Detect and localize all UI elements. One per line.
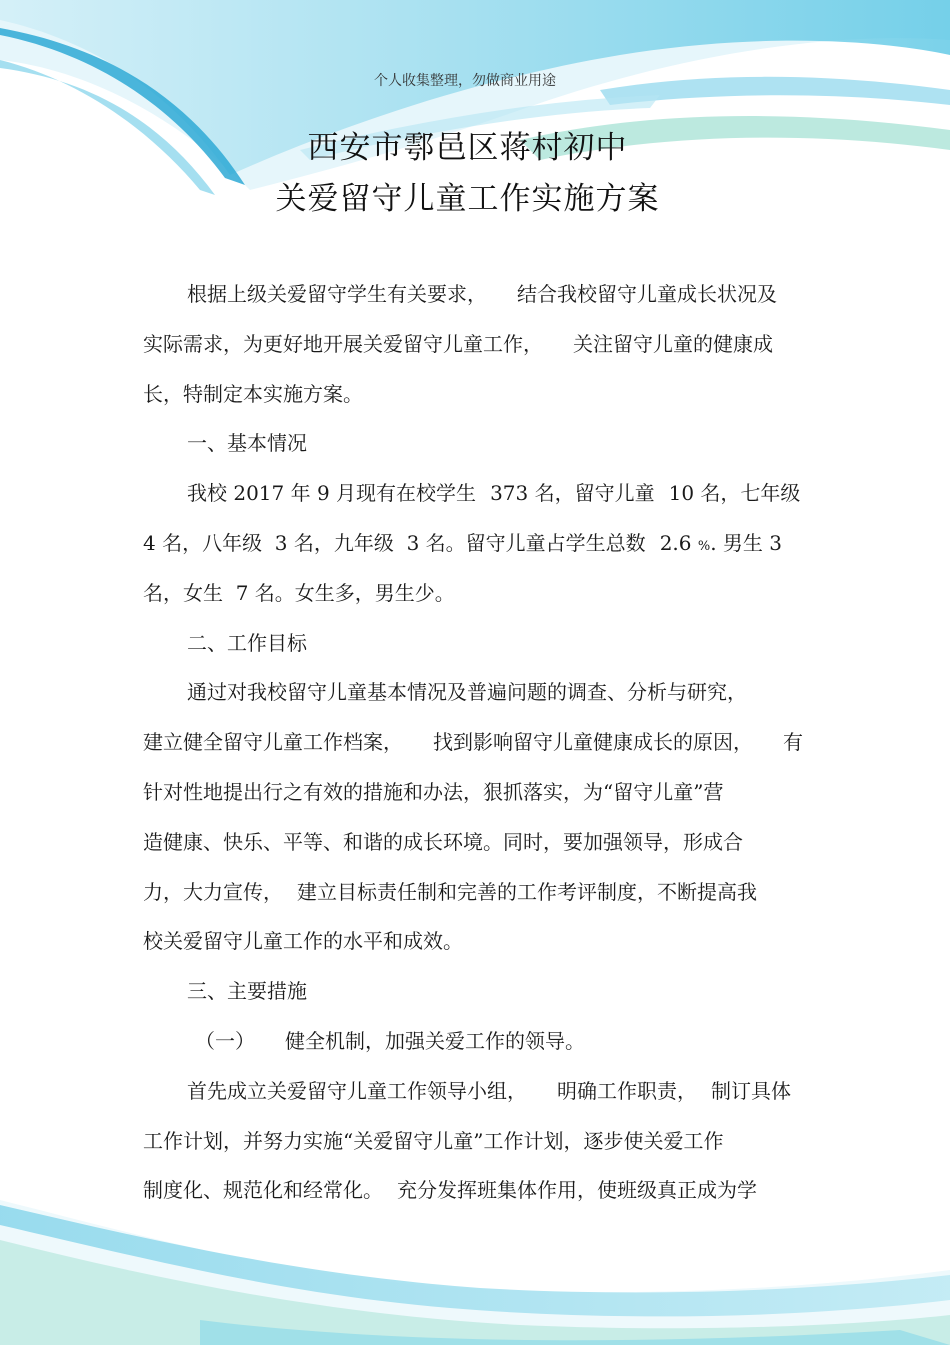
document-title-line1: 西安市鄠邑区蒋村初中 [307, 130, 628, 166]
paragraph-line: 实际需求，为更好地开展关爱留守儿童工作， 关注留守儿童的健康成 [143, 331, 773, 356]
section-heading: 三、主要措施 [187, 979, 307, 1004]
paragraph-line: 4 名，八年级 3 名，九年级 3 名。留守儿童占学生总数 2.6 %. 男生 3 [143, 530, 783, 555]
subsection-heading: （一） 健全机制，加强关爱工作的领导。 [195, 1028, 585, 1053]
section-heading: 二、工作目标 [187, 630, 307, 655]
paragraph-line: 长，特制定本实施方案。 [143, 381, 363, 406]
paragraph-line: 通过对我校留守儿童基本情况及普遍问题的调查、分析与研究， [187, 680, 747, 705]
section-heading: 一、基本情况 [187, 431, 307, 456]
paragraph-line: 我校 2017 年 9 月现有在校学生 373 名，留守儿童 10 名，七年级 [187, 481, 801, 506]
paragraph-line: 名，女生 7 名。女生多，男生少。 [143, 580, 455, 605]
paragraph-line: 造健康、快乐、平等、和谐的成长环境。同时，要加强领导，形成合 [143, 829, 743, 854]
paragraph-line: 工作计划，并努力实施“关爱留守儿童”工作计划，逐步使关爱工作 [143, 1128, 724, 1153]
document-title-line2: 关爱留守儿童工作实施方案 [275, 181, 660, 217]
paragraph-line: 力，大力宣传， 建立目标责任制和完善的工作考评制度，不断提高我 [143, 879, 757, 904]
paragraph-line: 建立健全留守儿童工作档案， 找到影响留守儿童健康成长的原因， 有 [143, 730, 803, 755]
header-note: 个人收集整理，勿做商业用途 [374, 73, 556, 89]
paragraph-line: 制度化、规范化和经常化。 充分发挥班集体作用，使班级真正成为学 [143, 1178, 757, 1203]
document-body [143, 270, 813, 1216]
paragraph-line: 根据上级关爱留守学生有关要求， 结合我校留守儿童成长状况及 [187, 282, 777, 306]
paragraph-line: 首先成立关爱留守儿童工作领导小组， 明确工作职责， 制订具体 [187, 1078, 791, 1103]
paragraph-line: 针对性地提出行之有效的措施和办法，狠抓落实，为“留守儿童”营 [143, 779, 724, 804]
paragraph-line: 校关爱留守儿童工作的水平和成效。 [143, 929, 463, 954]
